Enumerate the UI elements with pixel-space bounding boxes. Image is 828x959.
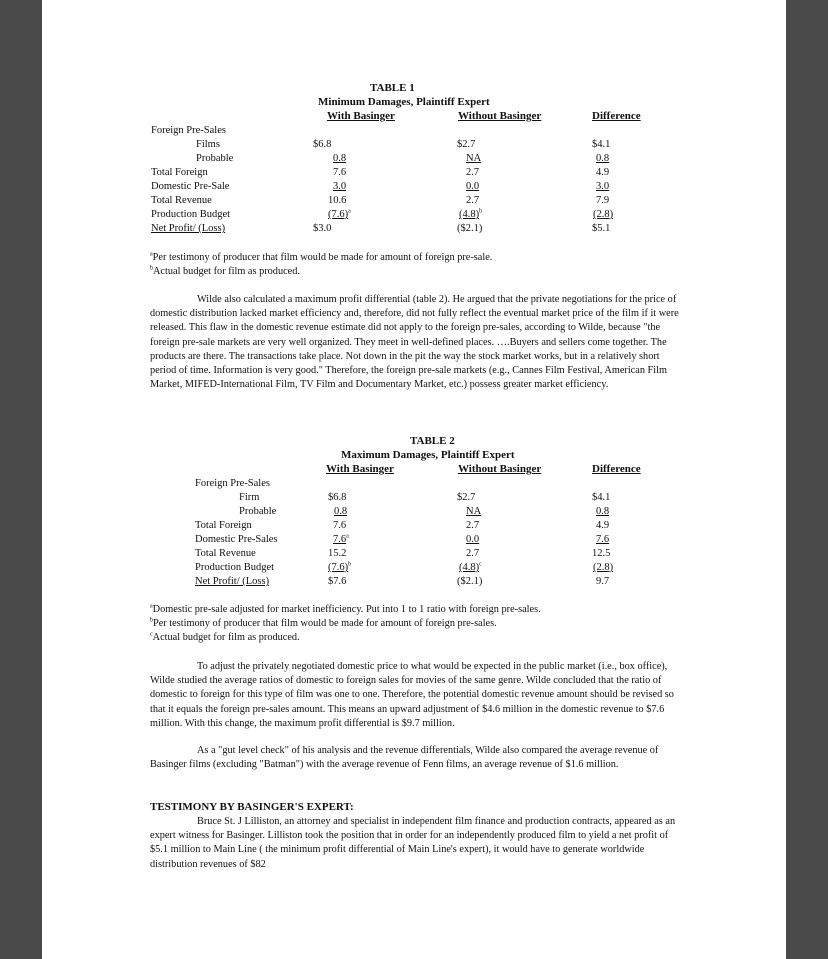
cell-diff: 7.9 (596, 195, 610, 206)
cell-with: $6.8 (328, 492, 347, 503)
cell-diff: 0.8 (596, 506, 610, 517)
cell-diff: $4.1 (592, 492, 611, 503)
cell-diff: (2.8) (593, 209, 614, 220)
cell-with: 7.6 (333, 167, 347, 178)
table1-col-with: With Basinger (327, 110, 395, 122)
cell-with: 0.8 (334, 506, 348, 517)
table2-section-label: Foreign Pre-Sales (195, 478, 270, 489)
table1-col-without: Without Basinger (458, 110, 542, 122)
footnote-mark: b (348, 561, 352, 568)
footnote-mark: b (479, 208, 483, 215)
cell-with: 10.6 (328, 195, 347, 206)
row-label: Total Foreign (151, 167, 208, 178)
row-label: Probable (239, 506, 277, 517)
table2-col-with: With Basinger (326, 463, 394, 475)
table2-title: Maximum Damages, Plaintiff Expert (341, 449, 515, 461)
cell-without: $2.7 (457, 492, 476, 503)
cell-without: ($2.1) (457, 576, 483, 587)
cell-with: 15.2 (328, 548, 347, 559)
cell-diff: 9.7 (596, 576, 610, 587)
cell-diff: 0.8 (596, 153, 610, 164)
section-heading: TESTIMONY BY BASINGER'S EXPERT: (150, 801, 354, 813)
table2-footnote: $^c$Actual budget for film as produced. (150, 631, 300, 643)
row-label: Total Revenue (151, 195, 212, 206)
row-label: Net Profit/ (Loss) (195, 576, 270, 587)
row-label: Production Budget (151, 209, 231, 220)
cell-diff: 12.5 (592, 548, 611, 559)
cell-diff: 3.0 (596, 181, 610, 192)
cell-with: 3.0 (333, 181, 347, 192)
cell-with: (7.6) (328, 562, 349, 573)
table1-number: TABLE 1 (370, 82, 415, 94)
body-paragraph: Wilde also calculated a maximum profit differential (table 2). He argued that the private negotiations for the price of domestic distribution lacked market efficiency and, therefore, did not fully reflect the eventual market price of the film if it were released. This flaw in the domestic revenue estimate did not apply to the foreign pre-sales, according to Wilde, because "the foreign pre-sale markets are very well organized. They meet in well-defined places. ….Buyers and sellers come together. The products are there. The transactions take place. Not down in the pit the way the stock market works, but in a relatively short period of time. Information is very good." Therefore, the foreign pre-sale markets (e.g., Cannes Film Festival, American Film Market, MIFED-International Film, TV Film and Documentary Market, etc.) possess greater market efficiency. (150, 294, 679, 391)
table1-title: Minimum Damages, Plaintiff Expert (318, 96, 490, 108)
table2-footnote: $^b$Per testimony of producer that film would be made for amount of foreign pre-sales. (150, 617, 497, 629)
row-label: Total Revenue (195, 548, 256, 559)
row-label: Net Profit/ (Loss) (151, 223, 226, 234)
cell-without: (4.8) (459, 562, 480, 573)
cell-without: 2.7 (466, 167, 480, 178)
cell-without: 0.0 (466, 534, 480, 545)
table2-col-without: Without Basinger (458, 463, 542, 475)
row-label: Films (196, 139, 220, 150)
footnote-mark: a (346, 533, 349, 540)
cell-diff: 7.6 (596, 534, 610, 545)
cell-diff: 4.9 (596, 520, 610, 531)
cell-with: 0.8 (333, 153, 347, 164)
cell-with: (7.6) (328, 209, 349, 220)
table1-section-label: Foreign Pre-Sales (151, 125, 226, 136)
table1-col-diff: Difference (592, 110, 641, 122)
cell-with: $6.8 (313, 139, 332, 150)
cell-without: 0.0 (466, 181, 480, 192)
viewer-frame-left (0, 0, 42, 959)
cell-with: $3.0 (313, 223, 332, 234)
cell-without: $2.7 (457, 139, 476, 150)
cell-without: NA (466, 506, 482, 517)
body-paragraph: To adjust the privately negotiated domestic price to what would be expected in the public market (i.e., box office), Wilde studied the average ratios of domestic to foreign sales for movies of the same genre. Wilde concluded that the ratio of domestic to foreign for this type of film was one to one. Therefore, the potential domestic revenue amount should be revised so that it equals the foreign pre-sales amount. This means an upward adjustment of $4.6 million in the domestic revenue to $7.6 million. With this change, the maximum profit differential is $9.7 million. (150, 661, 674, 729)
footnote-mark: c (479, 561, 482, 568)
cell-without: 2.7 (466, 520, 480, 531)
cell-without: 2.7 (466, 548, 480, 559)
row-label: Production Budget (195, 562, 275, 573)
cell-with: 7.6 (333, 520, 347, 531)
row-label: Domestic Pre-Sale (151, 181, 230, 192)
row-label: Total Foreign (195, 520, 252, 531)
row-label: Firm (239, 492, 260, 503)
body-paragraph: Bruce St. J Lilliston, an attorney and specialist in independent film finance and production contracts, appeared as an expert witness for Basinger. Lilliston took the position that in order for an independently produced film to yield a net profit of $5.1 million to Main Line ( the minimum profit differential of Main Line's expert), it would have to generate worldwide distribution revenues of $82 (150, 816, 676, 870)
cell-diff: (2.8) (593, 562, 614, 573)
cell-without: NA (466, 153, 482, 164)
table2-footnote: $^a$Domestic pre-sale adjusted for market inefficiency. Put into 1 to 1 ratio with foreign pre-sales. (150, 603, 541, 615)
viewer-frame-right (786, 0, 828, 959)
document-page (42, 0, 786, 959)
table2-number: TABLE 2 (410, 435, 455, 447)
cell-diff: 4.9 (596, 167, 610, 178)
row-label: Domestic Pre-Sales (195, 534, 278, 545)
table2-col-diff: Difference (592, 463, 641, 475)
cell-without: 2.7 (466, 195, 480, 206)
cell-with: 7.6 (333, 534, 347, 545)
footnote-mark: a (348, 208, 351, 215)
body-paragraph: As a "gut level check" of his analysis and the revenue differentials, Wilde also compared the average revenue of Basinger films (excluding "Batman") with the average revenue of Fenn films, an average revenue of $1.6 million. (150, 745, 659, 771)
row-label: Probable (196, 153, 234, 164)
cell-with: $7.6 (328, 576, 347, 587)
cell-diff: $5.1 (592, 223, 611, 234)
table1-footnote: $^a$Per testimony of producer that film would be made for amount of foreign pre-sale. (150, 251, 493, 263)
cell-without: (4.8) (459, 209, 480, 220)
cell-without: ($2.1) (457, 223, 483, 234)
cell-diff: $4.1 (592, 139, 611, 150)
table1-footnote: $^b$Actual budget for film as produced. (150, 265, 300, 277)
